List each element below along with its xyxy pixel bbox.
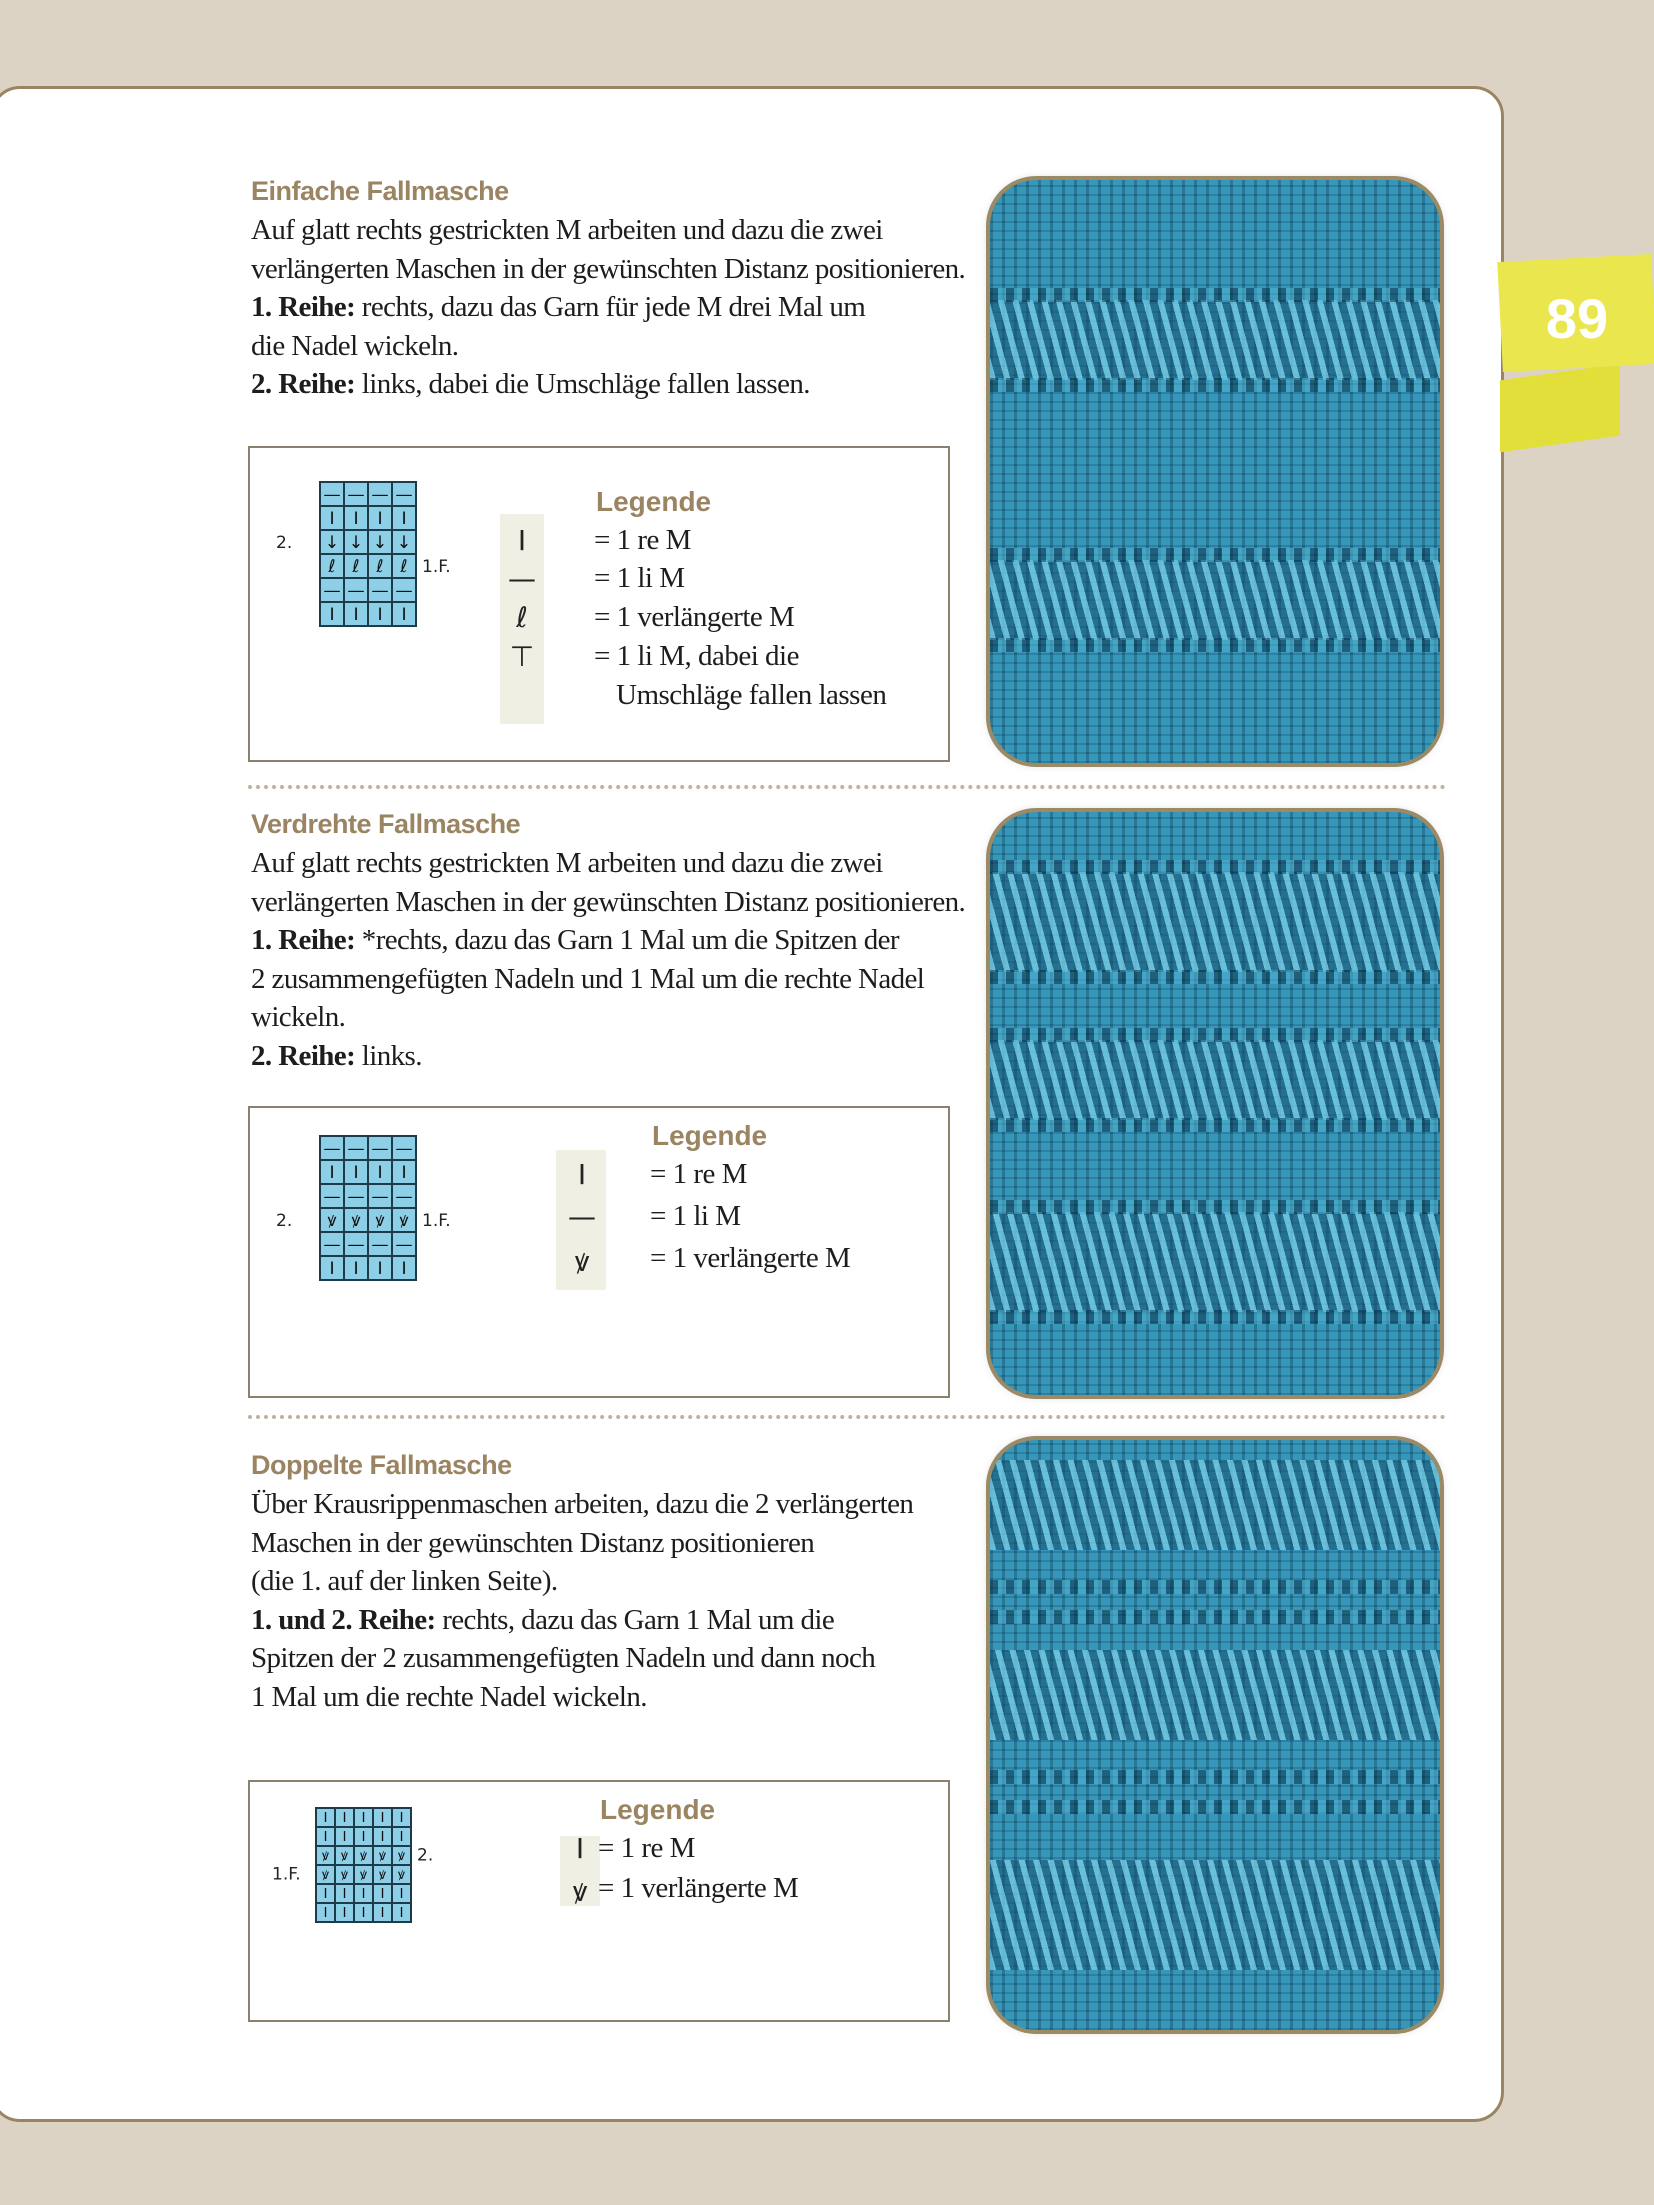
instruction-line: 1. Reihe: rechts, dazu das Garn für jede M drei Mal um: [251, 291, 866, 323]
instruction-line: verlängerten Maschen in der gewünschten Distanz positionieren.: [251, 885, 966, 918]
chart-symbol: I: [361, 1810, 366, 1827]
stitch-ridge: [990, 1770, 1440, 1784]
instruction-line: 2 zusammengefügten Nadeln und 1 Mal um die rechte Nadel: [251, 962, 925, 995]
instruction-line: verlängerten Maschen in der gewünschten Distanz positionieren.: [251, 252, 966, 285]
legend-entry: Umschläge fallen lassen: [616, 679, 887, 711]
chart-symbol: I: [353, 1162, 359, 1183]
chart-symbol: —: [371, 1234, 389, 1255]
chart-symbol: ꝟ: [351, 1210, 361, 1231]
section-divider: [248, 1415, 1446, 1419]
chart-symbol: I: [380, 1905, 385, 1922]
instruction-line: Auf glatt rechts gestrickten M arbeiten und dazu die zwei: [251, 847, 883, 879]
chart-symbol: ꝟ: [379, 1867, 386, 1884]
stitch-ridge: [990, 970, 1440, 984]
instruction-line: 1. Reihe: *rechts, dazu das Garn 1 Mal um die Spitzen der: [251, 924, 899, 956]
chart-symbol: —: [347, 580, 365, 601]
chart-symbol: ꝟ: [360, 1848, 367, 1865]
legend-entry: = 1 li M, dabei die: [594, 640, 799, 672]
chart-symbol: ↓: [372, 532, 388, 553]
chart-symbol: I: [380, 1810, 385, 1827]
dropped-stitch-band: [990, 1040, 1440, 1120]
chart-symbol: ꝟ: [327, 1210, 337, 1231]
chart-symbol: ꝟ: [399, 1210, 409, 1231]
legend-entry: = 1 li M: [594, 562, 685, 594]
stitch-ridge: [990, 288, 1440, 302]
chart-symbol: —: [347, 1138, 365, 1159]
chart-symbol: —: [323, 1186, 341, 1207]
chart-symbol: —: [347, 1186, 365, 1207]
chart-symbol: I: [361, 1829, 366, 1846]
chart-symbol: ꝟ: [322, 1867, 329, 1884]
legend-title: Legende: [596, 486, 712, 517]
section-divider: [248, 785, 1446, 789]
chart-symbol: ꝟ: [398, 1867, 405, 1884]
legend-title: Legende: [600, 1794, 716, 1825]
stitch-ridge: [990, 1580, 1440, 1594]
stitch-ridge: [990, 638, 1440, 652]
chart-symbol: I: [329, 1162, 335, 1183]
chart-symbol: —: [395, 1186, 413, 1207]
chart-symbol: —: [371, 580, 389, 601]
swatch-photo-einfache-fallmasche: [990, 180, 1440, 763]
row-label-right: 2.: [417, 1845, 434, 1866]
legend-title: Legende: [652, 1120, 768, 1151]
chart-symbol: I: [377, 508, 383, 529]
dropped-stitch-band: [990, 1460, 1440, 1550]
instruction-line: die Nadel wickeln.: [251, 329, 459, 362]
diagram-box: [248, 1106, 950, 1398]
instruction-line: 2. Reihe: links, dabei die Umschläge fallen lassen.: [251, 368, 810, 400]
swatch-photo-doppelte-fallmasche: [990, 1440, 1440, 2030]
dropped-stitch-band: [990, 300, 1440, 380]
chart-symbol: ↓: [348, 532, 364, 553]
purl-symbol-icon: —: [568, 1200, 596, 1233]
chart-symbol: —: [395, 580, 413, 601]
legend-entry: = 1 verlängerte M: [650, 1242, 851, 1274]
instruction-line: Über Krausrippenmaschen arbeiten, dazu die 2 verlängerten: [251, 1488, 914, 1520]
stitch-ridge: [990, 1200, 1440, 1214]
chart-symbol: —: [371, 484, 389, 505]
stitch-chart-svg: [276, 478, 476, 632]
chart-symbol: I: [401, 1162, 407, 1183]
stitch-chart: [276, 478, 476, 632]
chart-symbol: I: [401, 1258, 407, 1279]
stitch-chart: [272, 1804, 471, 1928]
chart-symbol: ꝟ: [360, 1867, 367, 1884]
chart-symbol: I: [342, 1829, 347, 1846]
chart-symbol: I: [323, 1829, 328, 1846]
chart-symbol: —: [395, 1234, 413, 1255]
dropped-stitch-band: [990, 872, 1440, 972]
section-einfache-fallmasche: [251, 176, 991, 404]
chart-symbol: I: [342, 1905, 347, 1922]
stitch-ridge: [990, 548, 1440, 562]
chart-symbol: ℓ: [352, 556, 360, 577]
chart-symbol: I: [329, 1258, 335, 1279]
chart-symbol: ℓ: [376, 556, 384, 577]
row-label-left: 2.: [276, 533, 293, 553]
instruction-line: (die 1. auf der linken Seite).: [251, 1565, 558, 1597]
dropped-stitch-band: [990, 1650, 1440, 1740]
swatch-photo-verdrehte-fallmasche: [990, 812, 1440, 1395]
stitch-chart-svg: [272, 1804, 471, 1928]
chart-symbol: I: [377, 1162, 383, 1183]
chart-symbol: ꝟ: [341, 1848, 348, 1865]
legend-entry: = 1 re M: [650, 1158, 747, 1190]
legend-entry: = 1 re M: [598, 1832, 695, 1864]
chart-symbol: I: [361, 1886, 366, 1903]
instruction-line: 1. und 2. Reihe: rechts, dazu das Garn 1 Mal um die: [251, 1603, 835, 1636]
chart-symbol: I: [323, 1905, 328, 1922]
chart-symbol: —: [323, 484, 341, 505]
instruction-line: Auf glatt rechts gestrickten M arbeiten und dazu die zwei: [251, 214, 883, 246]
stitch-ridge: [990, 1610, 1440, 1624]
chart-symbol: I: [399, 1829, 404, 1846]
chart-symbol: ꝟ: [398, 1848, 405, 1865]
chart-symbol: ℓ: [328, 556, 336, 577]
legend-entry: = 1 li M: [650, 1200, 741, 1232]
legend-entry: = 1 verlängerte M: [598, 1872, 799, 1904]
elongated-stitch-icon: ꝟ: [572, 1875, 588, 1908]
diagram-box: [248, 1780, 950, 2022]
instruction-line: 2. Reihe: links.: [251, 1039, 422, 1072]
section-title: Einfache Fallmasche: [251, 176, 509, 206]
dropped-stitch-band: [990, 1860, 1440, 1970]
chart-symbol: —: [347, 484, 365, 505]
legend-entry: = 1 verlängerte M: [594, 601, 795, 633]
drop-wrap-symbol-icon: ⊤: [509, 640, 535, 673]
chart-symbol: I: [380, 1829, 385, 1846]
stitch-ridge: [990, 1118, 1440, 1132]
dropped-stitch-band: [990, 1212, 1440, 1312]
chart-symbol: —: [323, 1138, 341, 1159]
chart-symbol: I: [353, 604, 359, 625]
chart-symbol: I: [401, 508, 407, 529]
chart-symbol: —: [347, 1234, 365, 1255]
row-label-left: 1.F.: [272, 1864, 301, 1885]
page-tab-shadow: [1500, 364, 1620, 453]
section-verdrehte-fallmasche: [251, 809, 991, 1075]
chart-symbol: —: [371, 1186, 389, 1207]
stitch-ridge: [990, 378, 1440, 392]
chart-symbol: I: [377, 1258, 383, 1279]
knit-symbol-icon: I: [517, 524, 527, 557]
chart-symbol: ꝟ: [322, 1848, 329, 1865]
chart-symbol: ꝟ: [375, 1210, 385, 1231]
chart-symbol: ꝟ: [379, 1848, 386, 1865]
chart-symbol: ↓: [324, 532, 340, 553]
chart-symbol: I: [329, 508, 335, 529]
chart-symbol: I: [353, 1258, 359, 1279]
section-title: Verdrehte Fallmasche: [251, 809, 521, 839]
chart-symbol: I: [399, 1886, 404, 1903]
chart-symbol: I: [401, 604, 407, 625]
instruction-line: 1 Mal um die rechte Nadel wickeln.: [251, 1680, 647, 1713]
instruction-line: wickeln.: [251, 1001, 346, 1033]
stitch-ridge: [990, 1310, 1440, 1324]
row-label-right: 1.F.: [422, 557, 451, 577]
purl-symbol-icon: —: [508, 562, 536, 595]
stitch-ridge: [990, 1028, 1440, 1042]
chart-symbol: I: [380, 1886, 385, 1903]
elongated-stitch-icon: ℓ: [516, 601, 528, 634]
chart-symbol: I: [377, 604, 383, 625]
instruction-line: Spitzen der 2 zusammengefügten Nadeln und dann noch: [251, 1642, 876, 1674]
chart-symbol: I: [329, 604, 335, 625]
chart-symbol: —: [323, 580, 341, 601]
chart-symbol: ↓: [396, 532, 412, 553]
stitch-chart-svg: [276, 1132, 476, 1286]
page-number: 89: [1545, 287, 1609, 350]
chart-symbol: —: [371, 1138, 389, 1159]
knit-symbol-icon: I: [575, 1832, 585, 1865]
chart-symbol: ℓ: [400, 556, 408, 577]
legend-entry: = 1 re M: [594, 524, 691, 556]
stitch-ridge: [990, 1800, 1440, 1814]
chart-symbol: —: [395, 484, 413, 505]
section-title: Doppelte Fallmasche: [251, 1450, 512, 1480]
chart-symbol: I: [323, 1886, 328, 1903]
row-label-left: 2.: [276, 1211, 293, 1231]
chart-symbol: I: [399, 1905, 404, 1922]
chart-symbol: I: [323, 1810, 328, 1827]
chart-symbol: ꝟ: [341, 1867, 348, 1884]
chart-symbol: I: [353, 508, 359, 529]
diagram-box: [248, 446, 950, 762]
stitch-chart: [276, 1132, 476, 1286]
chart-symbol: —: [395, 1138, 413, 1159]
chart-symbol: I: [399, 1810, 404, 1827]
chart-symbol: I: [342, 1886, 347, 1903]
instruction-line: Maschen in der gewünschten Distanz positionieren: [251, 1526, 815, 1559]
section-doppelte-fallmasche: [251, 1450, 991, 1716]
stitch-ridge: [990, 860, 1440, 874]
chart-symbol: —: [323, 1234, 341, 1255]
dropped-stitch-band: [990, 560, 1440, 640]
row-label-right: 1.F.: [422, 1211, 451, 1231]
knit-symbol-icon: I: [577, 1158, 587, 1191]
chart-symbol: I: [361, 1905, 366, 1922]
chart-symbol: I: [342, 1810, 347, 1827]
elongated-stitch-icon: ꝟ: [574, 1245, 590, 1278]
